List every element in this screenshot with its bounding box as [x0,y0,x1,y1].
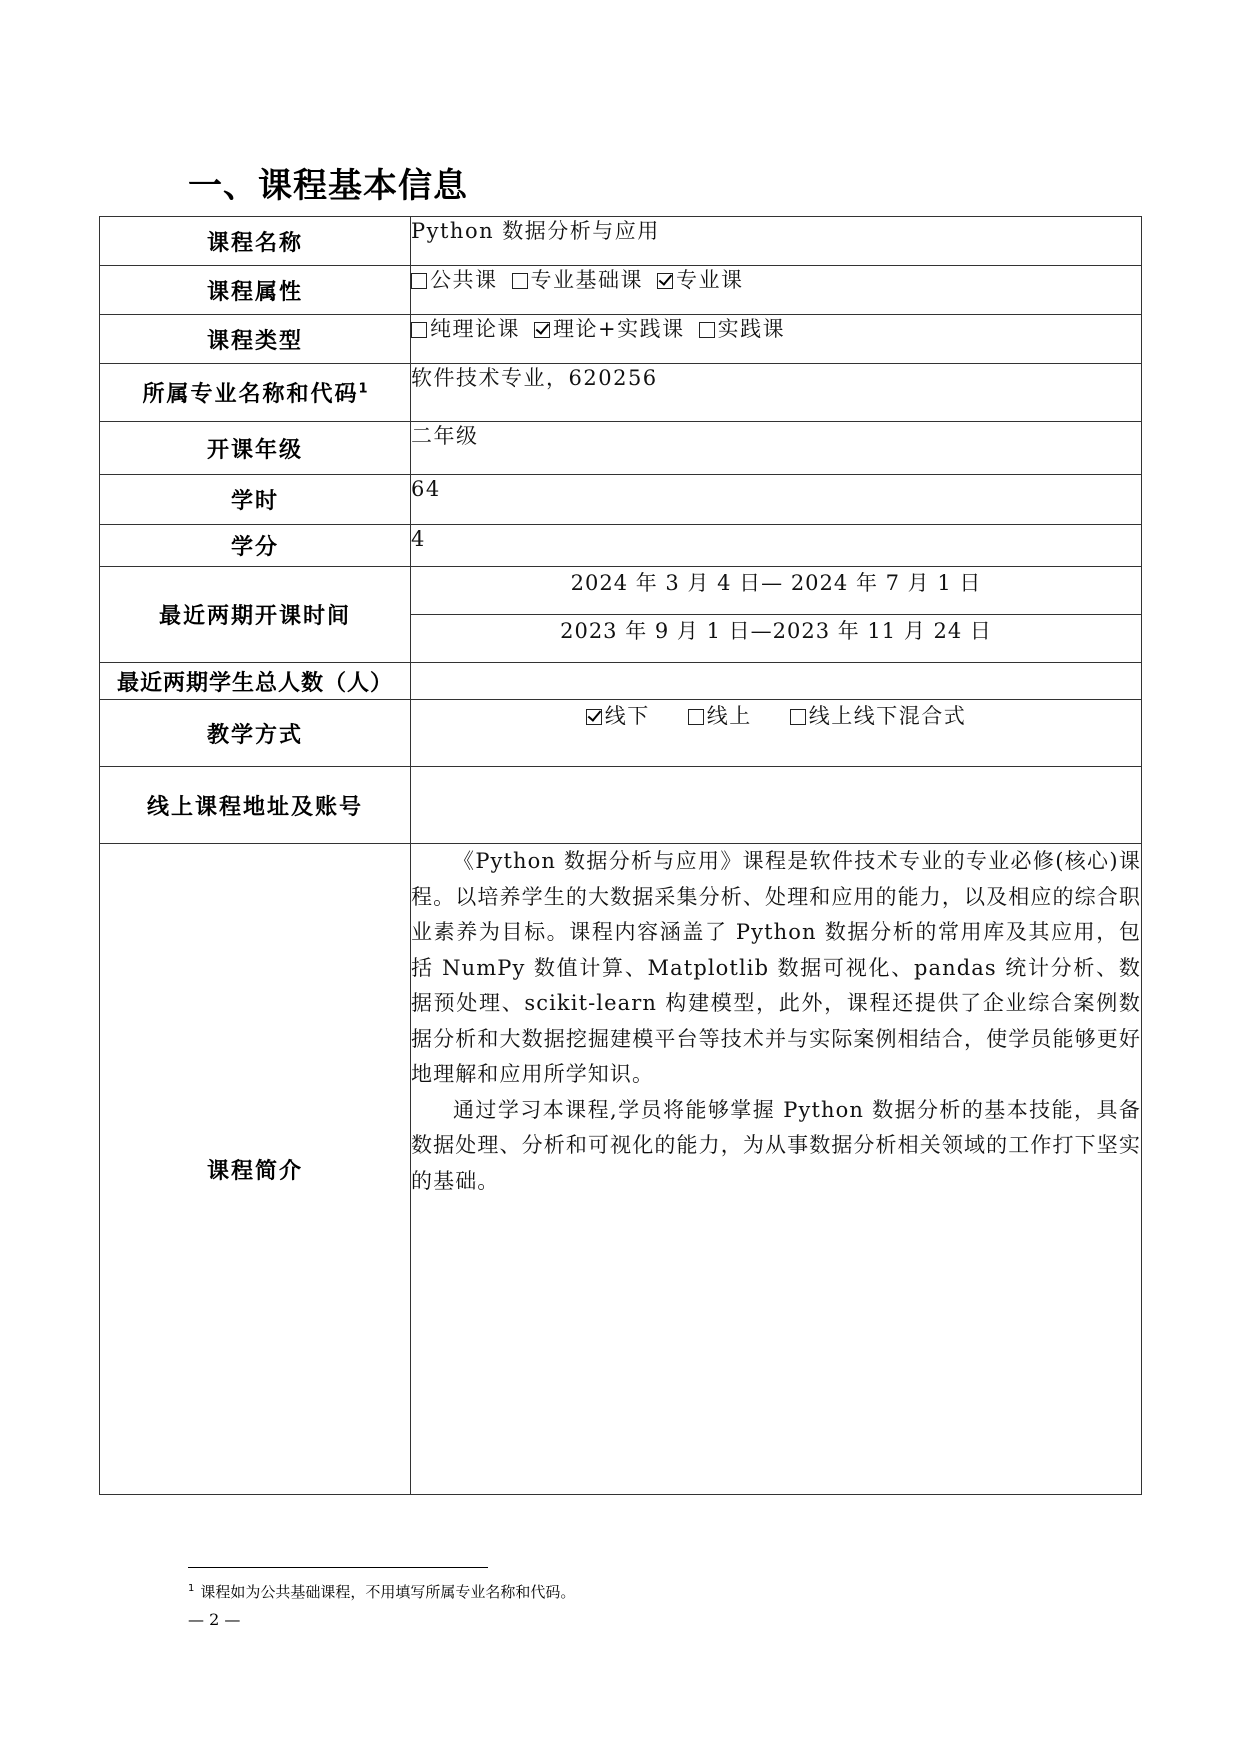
checkbox-icon[interactable] [411,322,427,338]
row-teaching-mode [100,700,1142,767]
option-offline[interactable] [586,704,650,728]
value-intro [411,844,1142,1495]
option-label: 线上 [706,704,752,728]
option-label: 专业课 [676,268,744,292]
option-theory[interactable] [411,317,520,341]
row-recent-terms-1 [100,567,1142,615]
option-basic[interactable] [512,268,644,292]
option-label: 实践课 [717,317,786,341]
value-term-1: 2024 年 3 月 4 日— 2024 年 7 月 1 日 [411,567,1142,615]
checkbox-icon[interactable] [688,709,704,725]
row-students [100,663,1142,700]
label-online: 线上课程地址及账号 [100,767,411,844]
option-label: 线上线下混合式 [808,704,967,728]
label-intro: 课程简介 [100,844,411,1495]
value-course-attr [411,266,1142,315]
row-course-type [100,315,1142,364]
row-course-name [100,217,1142,266]
row-major [100,364,1142,422]
section-heading: 一、课程基本信息 [188,166,468,206]
checkbox-icon[interactable] [657,273,673,289]
value-teaching-mode [411,700,1142,767]
footnote [188,1581,575,1602]
value-course-name: Python 数据分析与应用 [411,217,1142,266]
value-grade: 二年级 [411,422,1142,475]
option-public[interactable] [411,268,498,292]
footnote-divider [188,1567,488,1568]
footnote-number: 1 [188,1583,195,1594]
intro-paragraph-2: 通过学习本课程,学员将能够掌握 Python 数据分析的基本技能，具备数据处理、分析和可视化的能力，为从事数据分析相关领域的工作打下坚实的基础。 [411,1097,1141,1193]
option-blended[interactable] [790,704,967,728]
label-course-type: 课程类型 [100,315,411,364]
option-label: 理论+实践课 [553,317,685,341]
option-practice[interactable] [699,317,786,341]
value-students [411,663,1142,700]
label-recent-terms: 最近两期开课时间 [100,567,411,663]
footnote-text: 课程如为公共基础课程，不用填写所属专业名称和代码。 [200,1583,576,1601]
value-course-type [411,315,1142,364]
checkbox-icon[interactable] [586,709,602,725]
row-online [100,767,1142,844]
row-course-attr [100,266,1142,315]
checkbox-icon[interactable] [790,709,806,725]
row-credits [100,525,1142,567]
intro-paragraph-1: 《Python 数据分析与应用》课程是软件技术专业的专业必修(核心)课程。以培养学生的大数据采集分析、处理和应用的能力，以及相应的综合职业素养为目标。课程内容涵盖了 Python 数据分析的常用库及其应用，包括 NumPy 数值计算、Matplotlib 数据可视化、pandas 统计分析、数据预处理、scikit-learn 构建模型，此外，课程还提供了企业综合案例数据分析和大数据挖掘建模平台等技术并与实际案例相结合，使学员能够更好地理解和应用所学知识。 [411,849,1141,1086]
value-hours: 64 [411,475,1142,525]
row-intro [100,844,1142,1495]
checkbox-icon[interactable] [699,322,715,338]
option-theory-practice[interactable] [534,317,685,341]
row-hours [100,475,1142,525]
label-students: 最近两期学生总人数（人） [100,663,411,700]
page-number: — 2 — [188,1610,241,1629]
label-course-name: 课程名称 [100,217,411,266]
footnote-mark: 1 [358,381,368,397]
checkbox-icon[interactable] [534,322,550,338]
label-course-attr: 课程属性 [100,266,411,315]
checkbox-icon[interactable] [512,273,528,289]
option-label: 纯理论课 [430,317,520,341]
label-teaching-mode: 教学方式 [100,700,411,767]
label-text: 所属专业名称和代码 [142,382,359,407]
label-major [100,364,411,422]
row-grade [100,422,1142,475]
option-online[interactable] [688,704,752,728]
option-label: 专业基础课 [530,268,643,292]
value-term-2: 2023 年 9 月 1 日—2023 年 11 月 24 日 [411,615,1142,663]
label-credits: 学分 [100,525,411,567]
course-info-table [99,216,1142,1495]
option-label: 公共课 [430,268,498,292]
value-credits: 4 [411,525,1142,567]
value-major: 软件技术专业，620256 [411,364,1142,422]
value-online [411,767,1142,844]
option-label: 线下 [604,704,650,728]
label-grade: 开课年级 [100,422,411,475]
checkbox-icon[interactable] [411,273,427,289]
label-hours: 学时 [100,475,411,525]
option-major[interactable] [657,268,744,292]
